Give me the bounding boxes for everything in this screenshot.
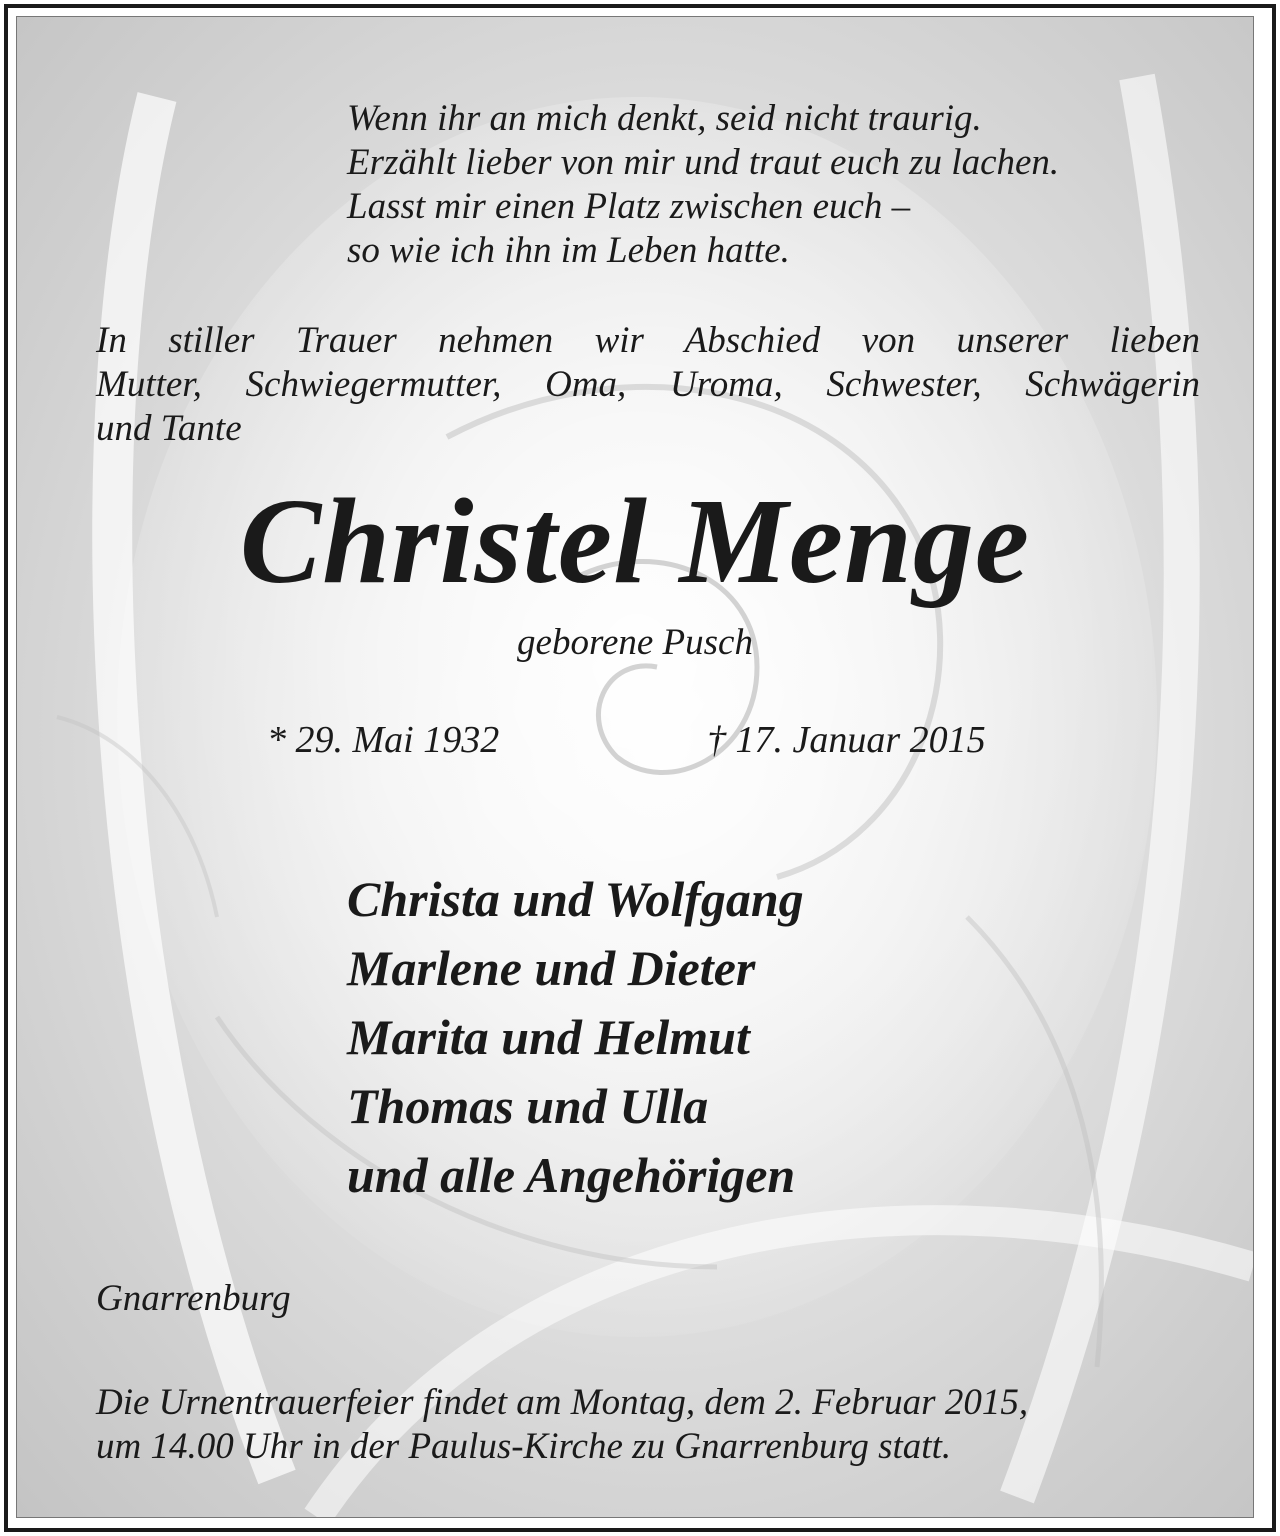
intro-line: und Tante [96, 408, 242, 449]
notice-panel [16, 16, 1254, 1518]
mourner-entry: Marlene und Dieter [347, 940, 756, 996]
mourner-entry: und alle Angehörigen [347, 1147, 796, 1203]
deceased-name: Christel Menge [239, 474, 1031, 609]
intro-line: In stiller Trauer nehmen wir Abschied von unserer lieben [96, 320, 1200, 361]
mourning-intro [96, 319, 1200, 451]
notice-frame [4, 4, 1276, 1532]
service-info [96, 1381, 1028, 1469]
service-line: Die Urnentrauerfeier findet am Montag, dem 2. Februar 2015, [96, 1382, 1029, 1423]
birth-date: * 29. Mai 1932 [267, 719, 500, 761]
service-line: um 14.00 Uhr in der Paulus-Kirche zu Gnarrenburg statt. [96, 1426, 952, 1467]
intro-line: Mutter, Schwiegermutter, Oma, Uroma, Schwester, Schwägerin [96, 364, 1200, 405]
death-date: † 17. Januar 2015 [707, 719, 986, 761]
poem-line: so wie ich ihn im Leben hatte. [347, 230, 790, 271]
mourner-entry: Christa und Wolfgang [347, 871, 804, 927]
mourners-list [347, 865, 804, 1210]
mourner-entry: Marita und Helmut [347, 1009, 750, 1065]
poem-line: Wenn ihr an mich denkt, seid nicht traurig. [347, 98, 982, 139]
mourner-entry: Thomas und Ulla [347, 1078, 709, 1134]
place: Gnarrenburg [96, 1278, 291, 1319]
poem-line: Erzählt lieber von mir und traut euch zu lachen. [347, 142, 1060, 183]
poem [347, 97, 1059, 273]
poem-line: Lasst mir einen Platz zwischen euch – [347, 186, 911, 227]
maiden-name: geborene Pusch [517, 622, 753, 663]
